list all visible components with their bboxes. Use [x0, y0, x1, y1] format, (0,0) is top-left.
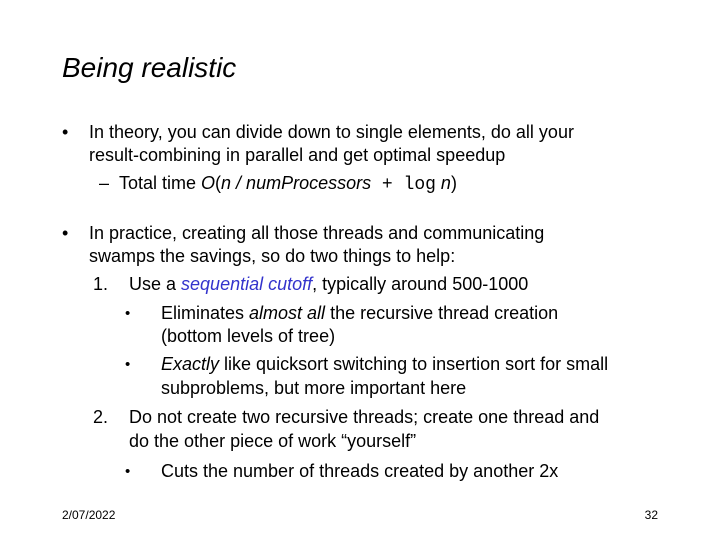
- item-2-sub-1: Cuts the number of threads created by another 2x: [161, 461, 559, 481]
- n-over-processors: n / numProcessors: [221, 173, 372, 193]
- plus-sign: +: [371, 175, 404, 195]
- item-2-number: 2.: [93, 407, 109, 427]
- almost-all-text: almost all: [249, 303, 326, 323]
- bullet-2-line-1: In practice, creating all those threads and communicating: [89, 223, 545, 243]
- item-2-line-1: Do not create two recursive threads; create one thread and: [129, 407, 600, 427]
- paren-close: ): [450, 173, 457, 193]
- sub-bullet-marker: •: [125, 356, 131, 373]
- total-time-line: [119, 172, 457, 196]
- page-number: 32: [644, 508, 658, 522]
- item-1-suffix: , typically around 500-1000: [312, 274, 529, 294]
- sub-1-line-1: [161, 302, 558, 324]
- sub-2-line-2: subproblems, but more important here: [161, 378, 467, 398]
- total-time-prefix: Total time: [119, 173, 202, 193]
- dash-marker: –: [99, 173, 110, 193]
- bullet-1-line-1: In theory, you can divide down to single elements, do all your: [89, 122, 574, 142]
- paren-open: (: [215, 173, 222, 193]
- exactly-text: Exactly: [161, 354, 220, 374]
- bullet-1-line-2: result-combining in parallel and get optimal speedup: [89, 145, 506, 165]
- sub-1-prefix: Eliminates: [161, 303, 250, 323]
- slide-title: Being realistic: [62, 52, 237, 83]
- sequential-cutoff-text: sequential cutoff: [181, 274, 313, 294]
- sub-2-suffix: like quicksort switching to insertion sort for small: [219, 354, 609, 374]
- sub-bullet-marker: •: [125, 463, 131, 480]
- item-1-prefix: Use a: [129, 274, 182, 294]
- bullet-2-line-2: swamps the savings, so do two things to help:: [89, 246, 456, 266]
- sub-1-line-2: (bottom levels of tree): [161, 326, 336, 346]
- big-o: O: [201, 173, 216, 193]
- item-2-line-2: do the other piece of work “yourself”: [129, 431, 417, 451]
- footer-date: 2/07/2022: [62, 508, 116, 522]
- log-n: n: [435, 173, 451, 193]
- sub-bullet-marker: •: [125, 305, 131, 322]
- bullet-marker: •: [62, 122, 69, 142]
- sub-1-suffix: the recursive thread creation: [325, 303, 559, 323]
- bullet-marker: •: [62, 223, 69, 243]
- item-1-number: 1.: [93, 274, 109, 294]
- item-1-line: [129, 273, 528, 295]
- sub-2-line-1: [161, 353, 608, 375]
- log-text: log: [403, 175, 436, 195]
